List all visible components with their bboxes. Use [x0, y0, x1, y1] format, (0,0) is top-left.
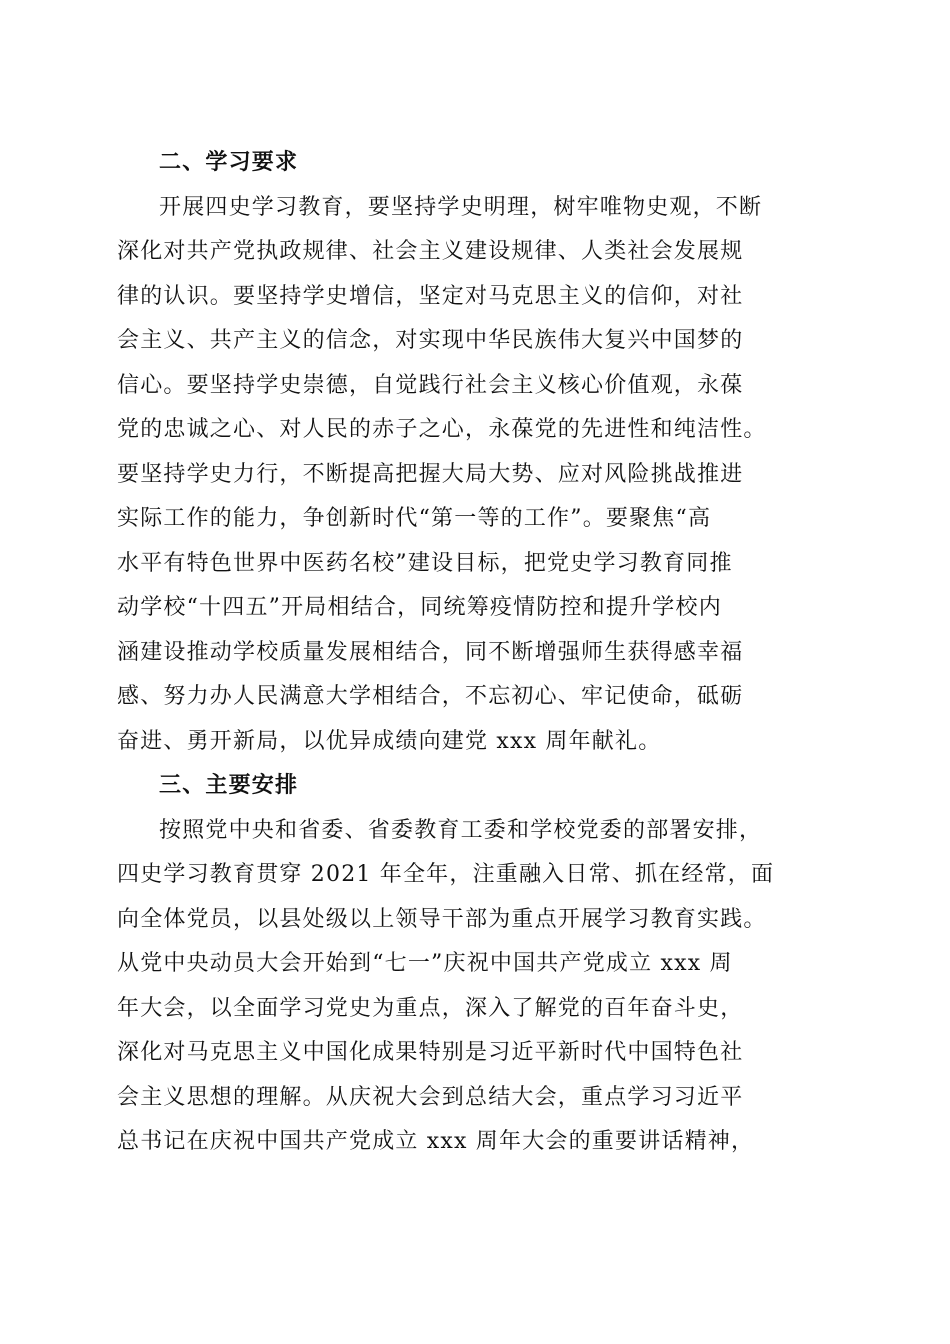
paragraph-line: 党的忠诚之心、对人民的赤子之心，永葆党的先进性和纯洁性。 [117, 417, 767, 442]
paragraph-line: 实际工作的能力，争创新时代“第一等的工作”。要聚焦“高 [117, 506, 712, 531]
paragraph-line: 从党中央动员大会开始到“七一”庆祝中国共产党成立 xxx 周 [117, 951, 733, 976]
paragraph-line: 深化对共产党执政规律、社会主义建设规律、人类社会发展规 [117, 239, 744, 264]
paragraph-line: 向全体党员，以县处级以上领导干部为重点开展学习教育实践。 [117, 906, 767, 932]
paragraph-line: 四史学习教育贯穿 2021 年全年，注重融入日常、抓在经常，面 [117, 862, 775, 887]
paragraph-line: 水平有特色世界中医药名校”建设目标，把党史学习教育同推 [117, 550, 733, 576]
paragraph-line: 要坚持学史力行，不断提高把握大局大势、应对风险挑战推进 [117, 461, 744, 487]
document-body [117, 145, 837, 1169]
paragraph-line: 开展四史学习教育，要坚持学史明理，树牢唯物史观，不断 [159, 194, 763, 220]
section-heading-2: 二、学习要求 [159, 150, 299, 175]
section-heading-3: 三、主要安排 [159, 773, 299, 798]
paragraph-line: 奋进、勇开新局，以优异成绩向建党 xxx 周年献礼。 [117, 728, 662, 754]
paragraph-line: 按照党中央和省委、省委教育工委和学校党委的部署安排， [159, 817, 763, 843]
paragraph-line: 年大会，以全面学习党史为重点，深入了解党的百年奋斗史， [117, 995, 744, 1021]
paragraph-line: 律的认识。要坚持学史增信，坚定对马克思主义的信仰，对社 [117, 283, 744, 309]
paragraph-line: 会主义、共产主义的信念，对实现中华民族伟大复兴中国梦的 [117, 328, 744, 353]
paragraph-line: 总书记在庆祝中国共产党成立 xxx 周年大会的重要讲话精神， [117, 1129, 755, 1154]
paragraph-line: 动学校“十四五”开局相结合，同统筹疫情防控和提升学校内 [117, 595, 722, 620]
paragraph-line: 涵建设推动学校质量发展相结合，同不断增强师生获得感幸福 [117, 639, 744, 665]
paragraph-line: 会主义思想的理解。从庆祝大会到总结大会，重点学习习近平 [117, 1084, 744, 1110]
paragraph-line: 深化对马克思主义中国化成果特别是习近平新时代中国特色社 [117, 1040, 744, 1065]
paragraph-line: 感、努力办人民满意大学相结合，不忘初心、牢记使命，砥砺 [117, 684, 744, 709]
paragraph-line: 信心。要坚持学史崇德，自觉践行社会主义核心价值观，永葆 [117, 372, 744, 398]
